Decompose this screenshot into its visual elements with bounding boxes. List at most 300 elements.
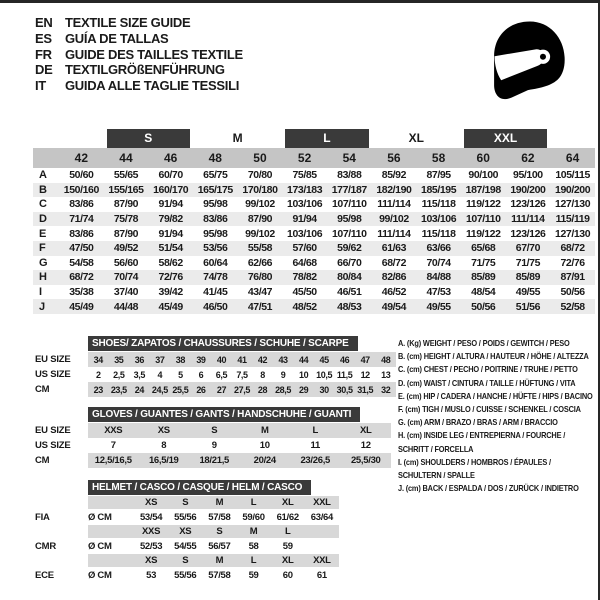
language-title: TEXTILGRÖßENFÜHRUNG	[65, 62, 225, 78]
measurement-cell: 190/200	[510, 183, 546, 196]
row-label: US SIZE	[35, 369, 71, 380]
helmet-value-row	[35, 509, 339, 525]
size-row	[35, 423, 391, 438]
measurement-cell: 74/78	[203, 271, 228, 284]
size-cell: 30	[314, 382, 335, 397]
size-group-bar: L	[285, 129, 368, 148]
measurement-cell: 50/56	[560, 286, 585, 299]
size-group-bar: S	[107, 129, 190, 148]
size-cell: 26	[191, 382, 212, 397]
gloves-table	[35, 423, 391, 468]
size-cell: 10	[259, 440, 270, 451]
legend-item: SCHRITT / FORCELLA	[398, 443, 474, 454]
size-group-cell: XL	[408, 130, 424, 145]
measurement-row-label: E	[39, 227, 47, 240]
measurement-cell: 55/58	[247, 242, 273, 255]
measurement-cell: 75/85	[292, 169, 317, 182]
measurement-row-label: B	[39, 183, 47, 196]
language-title: GUIDA ALLE TAGLIE TESSILI	[65, 78, 240, 94]
row-label: EU SIZE	[35, 425, 71, 436]
measurement-cell: 82/86	[381, 271, 407, 284]
measurement-cell: 111/114	[377, 198, 411, 211]
size-cell: M	[202, 554, 236, 567]
size-group-cell	[461, 127, 550, 148]
measurement-cell: 59	[248, 569, 259, 581]
measurement-cell: 39/42	[158, 286, 183, 299]
measurement-row	[33, 197, 595, 212]
measurement-cell: 55/56	[174, 569, 197, 581]
legend-item: C. (cm) CHEST / PECHO / POITRINE / TRUHE / PETTO	[398, 364, 578, 375]
language-row	[35, 62, 243, 78]
size-cell: 6	[198, 369, 204, 380]
measurement-cell: 35/38	[69, 286, 94, 299]
measurement-row	[33, 299, 595, 314]
measurement-cell: 111/114	[377, 227, 411, 240]
language-code: ES	[35, 30, 52, 46]
measurement-cell: 43/47	[247, 286, 273, 299]
measurement-cell: 41/45	[203, 286, 228, 299]
size-cell: XL	[271, 496, 305, 509]
gloves-table-title: GLOVES / GUANTES / GANTS / HANDSCHUHE / GUANTI	[88, 407, 360, 422]
measurement-row	[33, 241, 595, 256]
size-cell: 18/21,5	[189, 453, 240, 468]
size-cell: 13	[381, 369, 391, 380]
measurement-cell: 190/200	[555, 183, 591, 196]
textile-table	[33, 127, 595, 314]
measurement-cell: 70/74	[113, 271, 139, 284]
measurement-cell: 51/56	[515, 300, 541, 313]
measurement-cell: 173/183	[287, 183, 323, 196]
measurement-cell: 68/72	[381, 256, 407, 269]
measurement-row-label: I	[39, 286, 43, 299]
size-cell: 10	[298, 369, 309, 380]
measurement-cell: 107/110	[465, 213, 501, 226]
language-title: GUÍA DE TALLAS	[65, 30, 169, 46]
measurement-cell: 83/86	[69, 198, 94, 211]
measurement-cell: 50/56	[471, 300, 496, 313]
size-cell: 12,5/16,5	[88, 453, 139, 468]
size-cell: 6,5	[215, 369, 228, 380]
size-cell: 42	[252, 352, 273, 367]
measurement-cell: 67/70	[515, 242, 541, 255]
size-group-cell: M	[232, 130, 243, 145]
measurement-cell: 45/49	[158, 300, 183, 313]
size-number-cell: 46	[163, 151, 178, 165]
measurement-cell: 55/65	[113, 169, 139, 182]
measurement-cell: 127/130	[555, 227, 591, 240]
measurement-cell: 111/114	[511, 213, 545, 226]
measurement-cell: 103/106	[287, 227, 323, 240]
size-cell: 28,5	[273, 382, 294, 397]
size-cell: 8	[161, 440, 167, 451]
measurement-row-label: C	[39, 198, 47, 211]
size-cell: 23	[88, 382, 109, 397]
measurement-cell: 70/74	[426, 256, 451, 269]
standard-label: ECE	[35, 569, 54, 581]
size-number-cell: 44	[119, 151, 133, 165]
size-number-row	[33, 148, 595, 168]
measurement-row-label: J	[39, 300, 46, 313]
size-cell: 4	[157, 369, 163, 380]
measurement-row	[33, 168, 595, 183]
diameter-cell	[88, 525, 134, 538]
size-cell: 31,5	[355, 382, 376, 397]
size-number-cell: 62	[521, 151, 535, 165]
measurement-cell: 103/106	[421, 213, 457, 226]
size-cell: 37	[150, 352, 171, 367]
size-cell: 2,5	[113, 369, 125, 380]
size-group-cell	[104, 127, 193, 148]
size-cell: M	[236, 525, 270, 538]
size-cell: L	[271, 525, 305, 538]
size-cell	[305, 525, 339, 538]
measurement-cell: 57/60	[292, 242, 317, 255]
language-row	[35, 31, 243, 47]
language-code: IT	[35, 78, 46, 94]
size-cell: 2	[95, 369, 101, 380]
corner-cell	[33, 148, 59, 168]
diameter-label-cell: Ø CM	[88, 511, 112, 523]
measurement-cell: 87/95	[426, 169, 451, 182]
measurement-cell: 63/66	[426, 242, 451, 255]
size-cell: 38	[170, 352, 191, 367]
language-row	[35, 15, 243, 31]
language-code: DE	[35, 62, 53, 78]
measurement-cell: 165/175	[197, 183, 233, 196]
language-code: FR	[35, 46, 52, 62]
size-cell: L	[236, 496, 270, 509]
helmet-section	[35, 480, 339, 583]
measurement-cell: 83/86	[203, 213, 228, 226]
size-cell: 7	[110, 440, 116, 451]
size-cell: 27	[211, 382, 232, 397]
size-cell: 7,5	[236, 369, 248, 380]
helmet-value-row	[35, 567, 339, 583]
measurement-cell: 57/58	[208, 511, 231, 523]
measurement-cell: 115/118	[421, 227, 456, 240]
legend-item: H. (cm) INSIDE LEG / ENTREPIERNA / FOURCHE /	[398, 430, 566, 441]
size-number-cell: 42	[74, 151, 88, 165]
size-number-cell: 58	[431, 151, 446, 165]
measurement-cell: 83/86	[69, 227, 94, 240]
size-cell: 35	[109, 352, 130, 367]
size-cell: 48	[375, 352, 396, 367]
measurement-row	[33, 226, 595, 241]
measurement-cell: 48/52	[292, 300, 317, 313]
measurement-cell: 49/54	[381, 300, 407, 313]
measurement-cell: 95/98	[203, 198, 228, 211]
measurement-cell: 91/94	[158, 198, 183, 211]
measurement-cell: 65/75	[203, 169, 228, 182]
measurement-cell: 64/68	[292, 256, 317, 269]
measurement-cell: 177/187	[331, 183, 367, 196]
size-cell: 32	[375, 382, 396, 397]
measurement-cell: 53	[146, 569, 157, 581]
size-cell: S	[189, 423, 240, 438]
size-cell: 34	[88, 352, 109, 367]
measurement-cell: 44/48	[113, 300, 139, 313]
size-cell: 9	[211, 440, 217, 451]
measurement-cell: 78/82	[292, 271, 317, 284]
legend-item: J. (cm) BACK / ESPALDA / DOS / ZURÜCK / INDIETRO	[398, 483, 579, 494]
legend-list	[398, 337, 600, 495]
measurement-cell: 47/51	[247, 300, 273, 313]
size-cell: 11	[310, 440, 320, 451]
measurement-cell: 61/62	[276, 511, 299, 523]
language-code: EN	[35, 15, 53, 30]
helmet-table	[35, 496, 339, 583]
measurement-cell: 91/94	[292, 213, 317, 226]
measurement-cell: 185/195	[421, 183, 457, 196]
measurement-cell: 119/122	[465, 198, 501, 211]
size-cell: 23,5	[109, 382, 130, 397]
size-row	[35, 453, 391, 468]
measurement-cell: 65/68	[471, 242, 496, 255]
size-cell: M	[202, 496, 236, 509]
measurement-cell: 87/91	[560, 271, 585, 284]
size-cell: XXL	[305, 554, 339, 567]
size-cell: 25,5	[170, 382, 191, 397]
size-group-cell	[282, 127, 371, 148]
size-row	[35, 352, 396, 367]
measurement-cell: 61	[316, 569, 327, 581]
language-row	[35, 78, 243, 94]
size-group-cell	[33, 127, 104, 148]
size-cell: S	[202, 525, 236, 538]
measurement-cell: 56/60	[113, 256, 139, 269]
measurement-cell: 45/50	[292, 286, 317, 299]
measurement-cell: 123/126	[510, 198, 546, 211]
size-cell: XL	[341, 423, 392, 438]
measurement-cell: 53/56	[203, 242, 228, 255]
measurement-row-label: A	[39, 169, 47, 182]
measurement-cell: 85/89	[515, 271, 541, 284]
size-cell: 23/26,5	[290, 453, 341, 468]
measurement-row	[33, 270, 595, 285]
legend-item: A. (Kg) WEIGHT / PESO / POIDS / GEWITCH / PESO	[398, 338, 570, 348]
language-row	[35, 47, 243, 63]
measurement-cell: 52/58	[560, 300, 585, 313]
size-cell: XS	[168, 525, 202, 538]
measurement-cell: 105/115	[555, 169, 590, 182]
size-cell: L	[236, 554, 270, 567]
size-row	[35, 438, 391, 453]
size-cell: 24	[129, 382, 150, 397]
helmet-value-row	[35, 538, 339, 554]
size-cell: 20/24	[240, 453, 291, 468]
measurement-cell: 61/63	[381, 242, 407, 255]
size-group-cell	[550, 127, 595, 148]
measurement-row-label: F	[39, 242, 46, 255]
measurement-cell: 58/62	[158, 256, 183, 269]
row-label	[35, 525, 88, 538]
row-label: EU SIZE	[35, 354, 71, 365]
measurement-cell: 83/88	[337, 169, 362, 182]
size-group-bar: XXL	[464, 129, 547, 148]
measurement-cell: 99/102	[245, 227, 275, 240]
size-cell: L	[290, 423, 341, 438]
size-cell: 29	[293, 382, 314, 397]
size-cell: 36	[129, 352, 150, 367]
measurement-cell: 87/90	[113, 198, 139, 211]
size-cell: XS	[134, 554, 168, 567]
measurement-cell: 59	[282, 540, 293, 552]
helmet-icon	[480, 13, 574, 107]
shoes-section	[35, 336, 396, 397]
measurement-row-label: G	[39, 256, 48, 269]
language-title: TEXTILE SIZE GUIDE	[65, 15, 191, 30]
size-cell: 10,5	[316, 369, 333, 380]
measurement-row	[33, 212, 595, 227]
measurement-cell: 95/98	[203, 227, 228, 240]
measurement-cell: 85/92	[381, 169, 407, 182]
size-row	[35, 382, 396, 397]
size-cell: XXS	[88, 423, 139, 438]
measurement-cell: 71/75	[471, 256, 496, 269]
size-cell: 25,5/30	[341, 453, 392, 468]
measurement-cell: 103/106	[287, 198, 323, 211]
size-cell: 40	[211, 352, 232, 367]
measurement-cell: 95/98	[337, 213, 362, 226]
row-label: CM	[35, 384, 50, 395]
size-cell: 11,5	[336, 369, 353, 380]
measurement-cell: 63/64	[310, 511, 334, 523]
measurement-cell	[305, 538, 339, 554]
size-cell: 27,5	[232, 382, 253, 397]
measurement-cell: 62/66	[247, 256, 273, 269]
row-label: CM	[35, 455, 50, 466]
helmet-size-row	[35, 525, 339, 538]
size-number-cell: 48	[208, 151, 222, 165]
measurement-cell: 54/58	[69, 256, 94, 269]
measurement-cell: 66/70	[337, 256, 362, 269]
measurement-cell: 75/78	[113, 213, 139, 226]
measurement-cell: 160/170	[153, 183, 189, 196]
measurement-cell: 182/190	[376, 183, 412, 196]
measurement-cell: 84/88	[426, 271, 451, 284]
language-title: GUIDE DES TAILLES TEXTILE	[65, 46, 243, 62]
measurement-cell: 46/52	[381, 286, 407, 299]
measurement-cell: 57/58	[208, 569, 231, 581]
size-cell: XXS	[134, 525, 168, 538]
size-group-row	[33, 127, 595, 148]
size-cell: M	[240, 423, 291, 438]
measurement-cell: 46/50	[203, 300, 228, 313]
measurement-cell: 91/94	[158, 227, 183, 240]
measurement-cell: 59/62	[337, 242, 362, 255]
measurement-cell: 54/55	[174, 540, 197, 552]
measurement-cell: 59/60	[242, 511, 265, 523]
size-number-cell: 60	[476, 151, 490, 165]
size-cell: 41	[232, 352, 253, 367]
measurement-cell: 68/72	[560, 242, 585, 255]
measurement-cell: 45/49	[69, 300, 94, 313]
measurement-cell: 107/110	[331, 198, 367, 211]
measurement-cell: 80/84	[337, 271, 362, 284]
size-cell: S	[168, 554, 202, 567]
measurement-cell: 87/90	[113, 227, 139, 240]
size-cell: XS	[134, 496, 168, 509]
measurement-cell: 48/53	[337, 300, 362, 313]
measurement-row	[33, 256, 595, 271]
gloves-section	[35, 407, 391, 468]
legend-item: B. (cm) HEIGHT / ALTURA / HAUTEUR / HÖHE / ALTEZZA	[398, 351, 589, 362]
size-cell: 44	[293, 352, 314, 367]
helmet-table-title: HELMET / CASCO / CASQUE / HELM / CASCO	[88, 480, 311, 495]
diameter-cell	[88, 496, 134, 509]
measurement-cell: 49/55	[515, 286, 541, 299]
legend-item: I. (cm) SHOULDERS / HOMBROS / ÉPAULES /	[398, 456, 551, 467]
legend-item: G. (cm) ARM / BRAZO / BRAS / ARM / BRACCIO	[398, 417, 558, 428]
size-cell: 28	[252, 382, 273, 397]
measurement-row-label: H	[39, 271, 47, 284]
measurement-cell: 49/52	[113, 242, 139, 255]
helmet-size-row	[35, 496, 339, 509]
measurement-cell: 187/198	[465, 183, 501, 196]
measurement-cell: 115/118	[421, 198, 456, 211]
measurement-cell: 150/160	[63, 183, 99, 196]
measurement-cell: 60	[282, 569, 293, 581]
size-number-cell: 50	[253, 151, 267, 165]
measurement-cell: 48/54	[471, 286, 496, 299]
size-number-cell: 52	[297, 151, 312, 165]
size-cell: XXL	[305, 496, 339, 509]
row-label	[35, 554, 88, 567]
size-cell: 45	[314, 352, 335, 367]
size-cell: 9	[280, 369, 286, 380]
measurement-cell: 70/80	[247, 169, 273, 182]
legend-item: SCHULTERN / SPALLE	[398, 470, 475, 481]
shoes-table-title: SHOES/ ZAPATOS / CHAUSSURES / SCHUHE / SCARPE	[88, 336, 358, 351]
size-cell: 30,5	[334, 382, 355, 397]
measurement-cell: 71/75	[515, 256, 541, 269]
measurement-cell: 47/50	[69, 242, 94, 255]
size-cell: 47	[355, 352, 376, 367]
size-cell: 16,5/19	[139, 453, 190, 468]
measurement-cell: 68/72	[69, 271, 94, 284]
size-number-cell: 64	[565, 151, 580, 165]
measurement-cell: 123/126	[510, 227, 546, 240]
measurement-cell: 72/76	[560, 256, 585, 269]
diameter-label-cell: Ø CM	[88, 540, 112, 552]
size-cell: 12	[360, 369, 370, 380]
standard-label: CMR	[35, 540, 57, 552]
language-title-list	[35, 15, 243, 94]
measurement-row	[33, 183, 595, 198]
measurement-cell: 55/56	[174, 511, 197, 523]
measurement-row-label: D	[39, 213, 47, 226]
measurement-cell: 170/180	[242, 183, 278, 196]
measurement-cell: 51/54	[158, 242, 183, 255]
measurement-cell: 87/90	[247, 213, 273, 226]
measurement-cell: 99/102	[379, 213, 409, 226]
measurement-cell: 79/82	[158, 213, 183, 226]
size-cell: 3,5	[133, 369, 145, 380]
size-cell: 8	[260, 369, 265, 380]
size-number-cell: 54	[342, 151, 356, 165]
diameter-cell	[88, 554, 134, 567]
measurement-cell: 60/70	[158, 169, 183, 182]
row-label: US SIZE	[35, 440, 71, 451]
measurement-cell: 107/110	[331, 227, 367, 240]
helmet-size-row	[35, 554, 339, 567]
size-cell: XL	[271, 554, 305, 567]
size-cell: 43	[273, 352, 294, 367]
diameter-label-cell: Ø CM	[88, 569, 112, 581]
size-cell: 39	[191, 352, 212, 367]
measurement-cell: 60/64	[203, 256, 228, 269]
measurement-cell: 49/55	[426, 300, 451, 313]
